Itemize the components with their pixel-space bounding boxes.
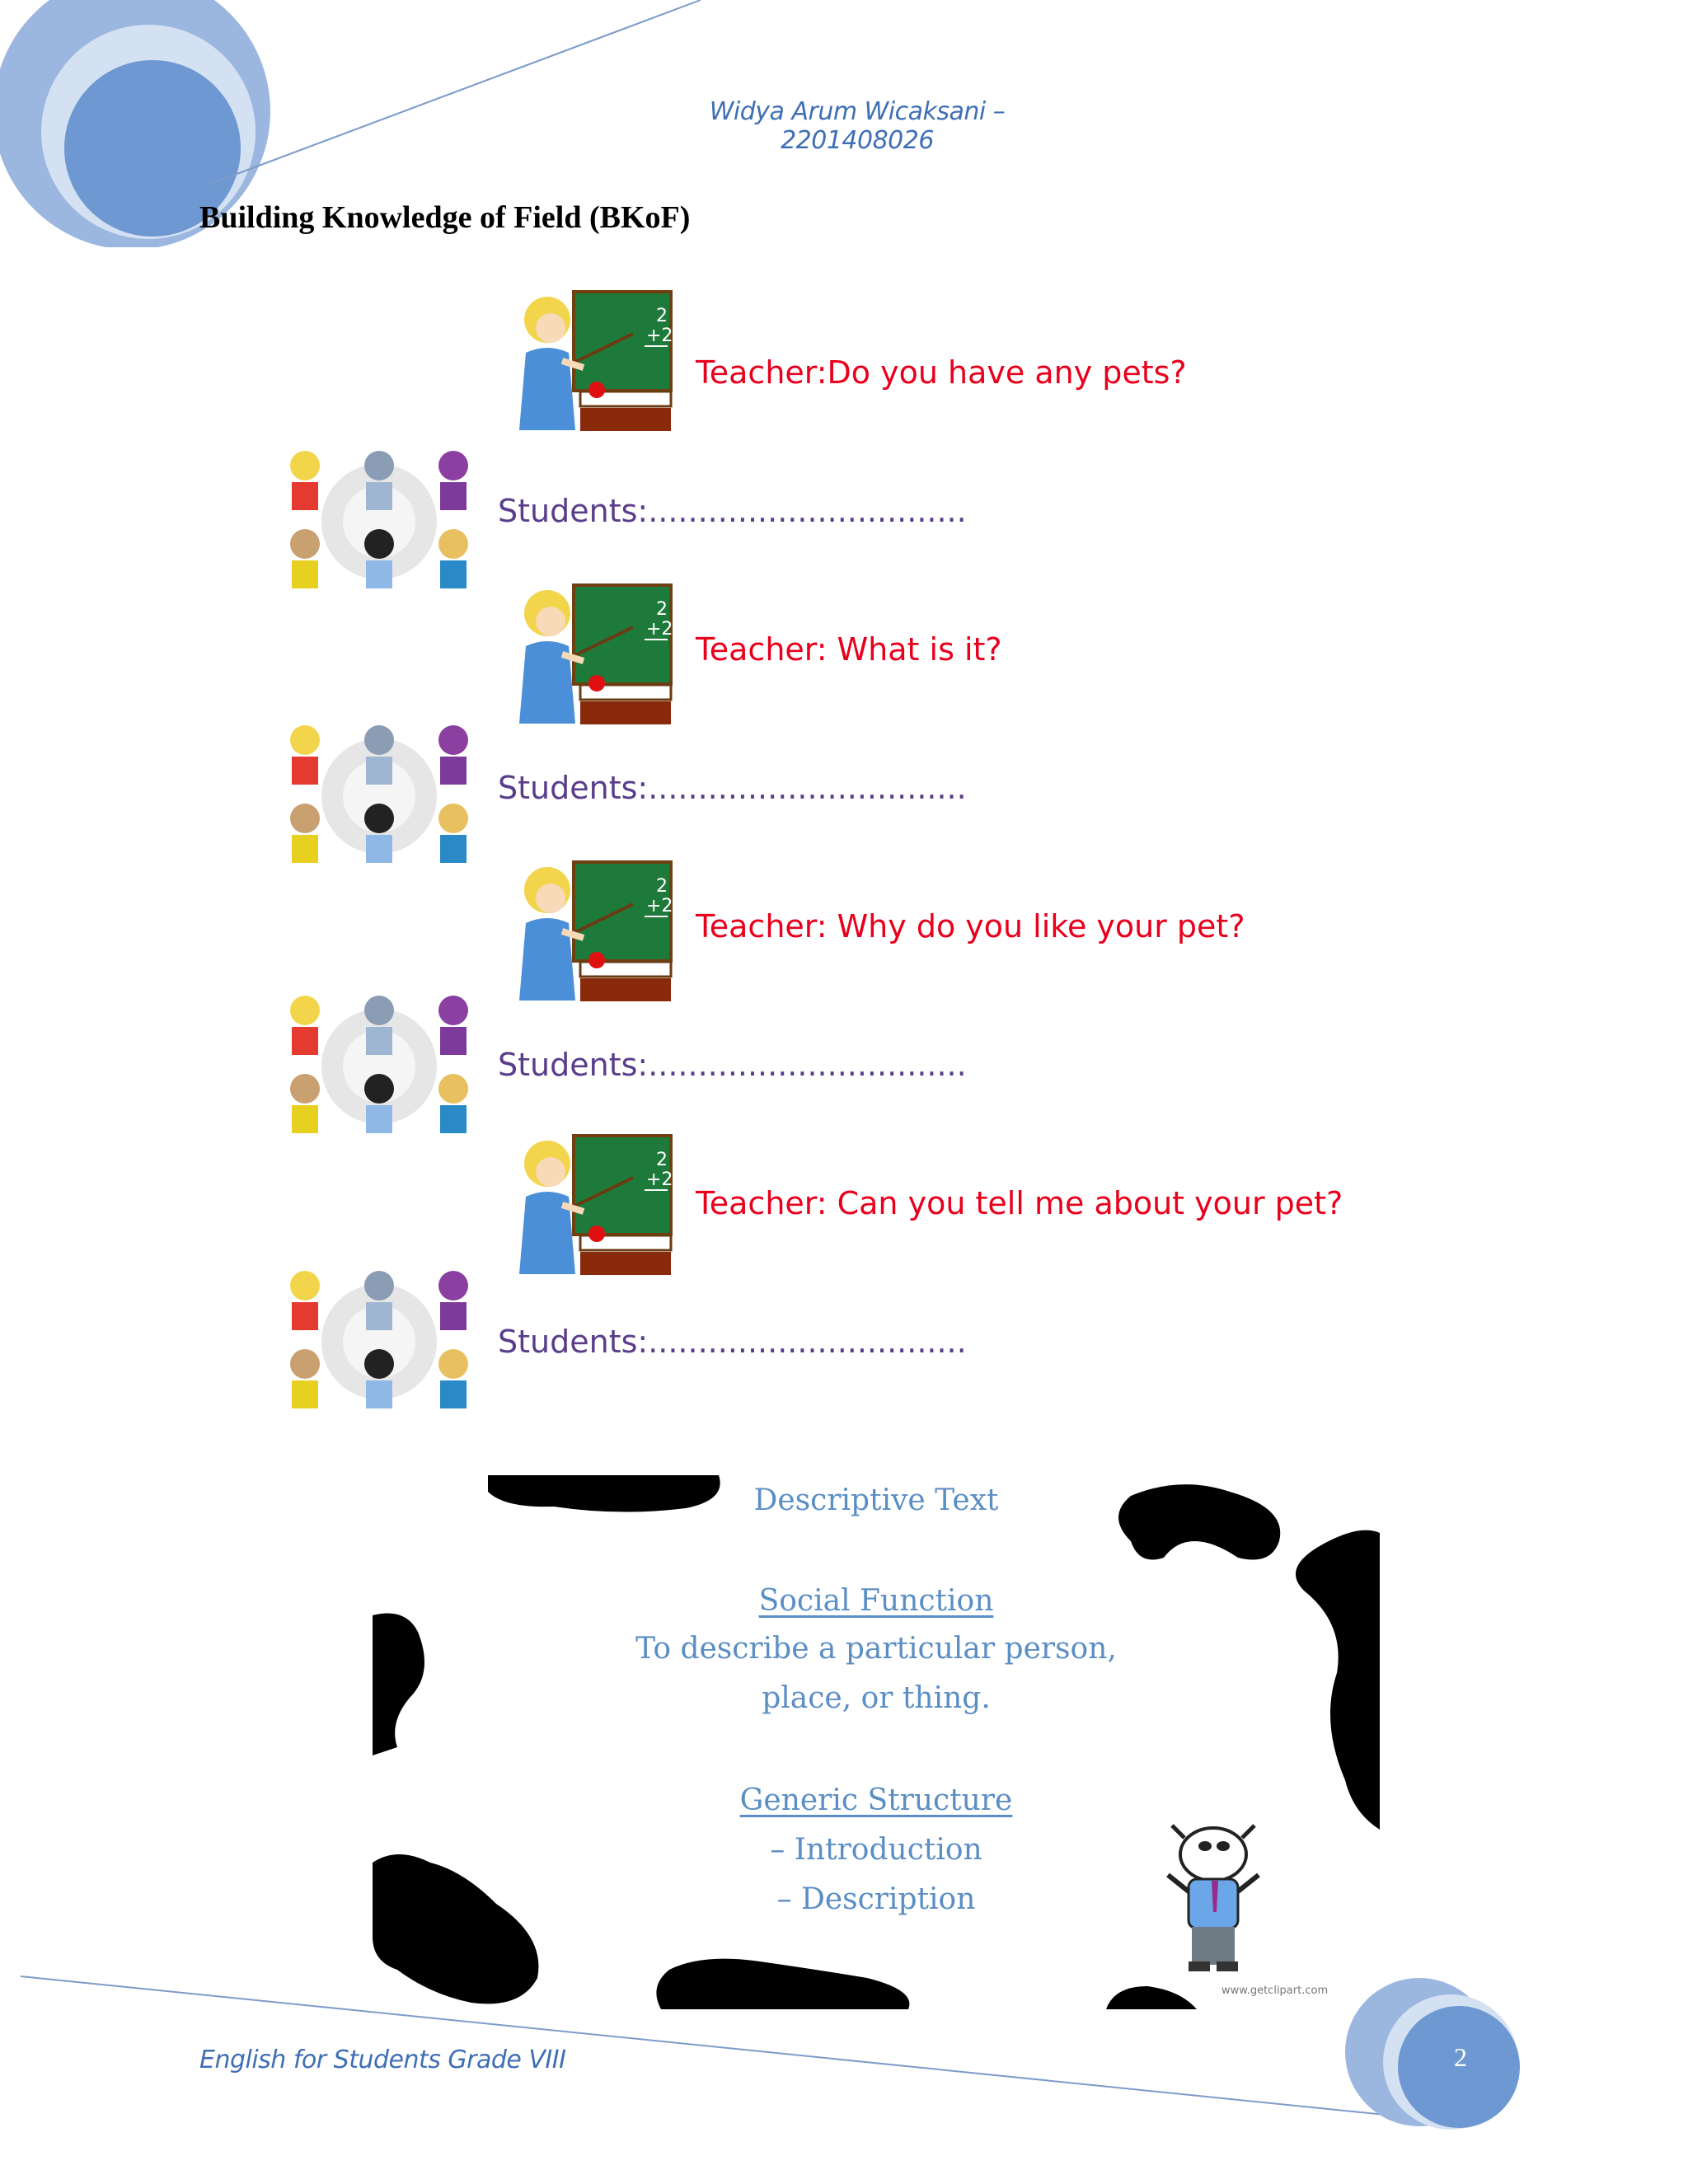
svg-text:+2: +2 bbox=[646, 619, 673, 640]
header-author: Widya Arum Wicaksani – 2201408026 bbox=[709, 97, 1006, 155]
svg-text:+2: +2 bbox=[646, 896, 673, 916]
teacher-line: Teacher:Do you have any pets? bbox=[696, 354, 1187, 391]
generic-structure-heading: Generic Structure bbox=[739, 1783, 1013, 1817]
descriptive-text-slide bbox=[373, 1475, 1380, 2009]
structure-item: – Description bbox=[776, 1882, 976, 1916]
svg-text:2: 2 bbox=[656, 1150, 668, 1170]
teacher-icon bbox=[509, 1132, 674, 1276]
svg-text:+2: +2 bbox=[646, 326, 673, 346]
footer-title: English for Students Grade VIII bbox=[199, 2046, 566, 2074]
page-number: 2 bbox=[1454, 2042, 1467, 2072]
slide-title: Descriptive Text bbox=[753, 1483, 999, 1517]
students-line: Students:................................ bbox=[498, 493, 967, 529]
teacher-line: Teacher: What is it? bbox=[696, 631, 1002, 668]
students-line: Students:................................ bbox=[498, 770, 967, 806]
students-icon bbox=[280, 986, 478, 1146]
cow-spots-decoration bbox=[373, 1475, 1380, 2009]
students-line: Students:................................ bbox=[498, 1047, 967, 1083]
students-line: Students:................................ bbox=[498, 1324, 967, 1360]
teacher-line: Teacher: Why do you like your pet? bbox=[696, 908, 1245, 944]
svg-text:+2: +2 bbox=[646, 1169, 673, 1190]
section-title: Building Knowledge of Field (BKoF) bbox=[199, 200, 691, 235]
teacher-line: Teacher: Can you tell me about your pet? bbox=[696, 1185, 1343, 1221]
svg-text:2: 2 bbox=[656, 306, 668, 326]
teacher-icon bbox=[509, 288, 674, 432]
social-function-line: place, or thing. bbox=[762, 1681, 991, 1715]
teacher-icon bbox=[509, 859, 674, 1002]
students-icon bbox=[280, 441, 478, 602]
svg-text:2: 2 bbox=[656, 876, 668, 897]
students-icon bbox=[280, 1261, 478, 1422]
slide-credit: www.getclipart.com bbox=[1221, 1985, 1329, 1997]
students-icon bbox=[280, 715, 478, 876]
teacher-icon bbox=[509, 582, 674, 725]
svg-text:2: 2 bbox=[656, 599, 668, 620]
social-function-line: To describe a particular person, bbox=[635, 1632, 1117, 1666]
social-function-heading: Social Function bbox=[758, 1584, 994, 1618]
structure-item: – Introduction bbox=[770, 1833, 982, 1867]
